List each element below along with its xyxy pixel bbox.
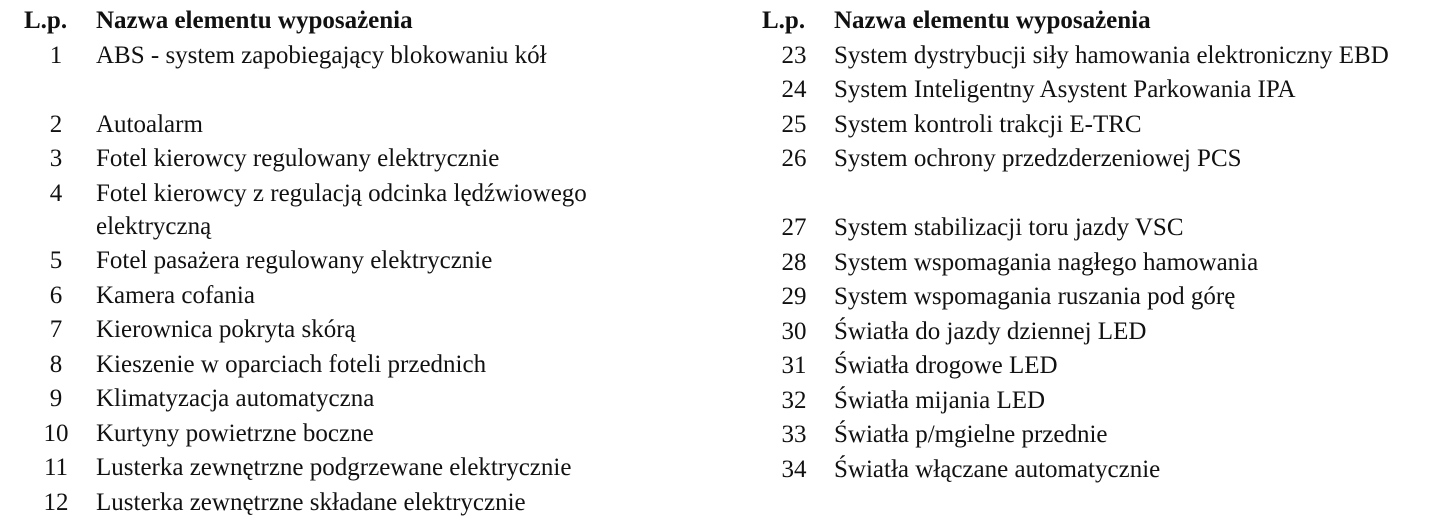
item-number: 6	[49, 281, 63, 309]
item-name: System dystrybucji siły hamowania elektroniczny EBD	[834, 41, 1389, 69]
item-name: Lusterka zewnętrzne składane elektrycznie	[96, 488, 526, 516]
list-item	[20, 244, 730, 277]
list-item	[20, 142, 730, 175]
column-header	[20, 4, 730, 37]
item-name: Światła p/mgielne przednie	[834, 421, 1108, 448]
equipment-column-right	[758, 4, 1438, 487]
list-item	[758, 418, 1438, 451]
list-item	[20, 451, 730, 484]
item-number: 3	[49, 145, 63, 172]
list-item	[758, 211, 1438, 244]
item-name: Fotel pasażera regulowany elektrycznie	[96, 247, 493, 274]
item-name: System stabilizacji toru jazdy VSC	[834, 214, 1184, 241]
item-number: 32	[781, 386, 807, 414]
header-lp: L.p.	[762, 7, 806, 34]
list-item	[758, 384, 1438, 417]
list-item	[758, 453, 1438, 486]
item-name: Autoalarm	[96, 110, 203, 138]
item-number: 1	[49, 41, 63, 69]
item-number: 34	[781, 455, 807, 483]
item-name: System kontroli trakcji E-TRC	[834, 110, 1142, 138]
item-number: 31	[781, 352, 807, 379]
item-name: System ochrony przedzderzeniowej PCS	[834, 145, 1242, 172]
list-item	[20, 279, 730, 312]
item-name: Światła włączane automatycznie	[834, 455, 1161, 483]
item-number: 5	[49, 247, 63, 274]
column-header	[758, 4, 1438, 37]
item-number: 4	[49, 179, 63, 207]
list-item	[758, 73, 1438, 106]
list-item	[20, 108, 730, 141]
item-number: 28	[781, 248, 807, 276]
list-item	[758, 349, 1438, 382]
equipment-column-left	[20, 4, 730, 520]
item-name: Klimatyzacja automatyczna	[96, 385, 375, 412]
item-number: 11	[43, 454, 69, 481]
list-item	[20, 348, 730, 381]
item-name: Fotel kierowcy z regulacją odcinka lędźwiowego elektryczną	[96, 179, 587, 240]
item-name: Lusterka zewnętrzne podgrzewane elektrycznie	[96, 454, 572, 481]
item-name: Kamera cofania	[96, 281, 255, 309]
list-item	[758, 142, 1438, 175]
item-name: Światła mijania LED	[834, 386, 1046, 414]
item-name: Kierownica pokryta skórą	[96, 316, 356, 343]
list-item	[20, 486, 730, 519]
item-number: 8	[49, 350, 63, 378]
item-number: 12	[43, 488, 69, 516]
item-name: System wspomagania nagłego hamowania	[834, 248, 1259, 276]
item-name: System Inteligentny Asystent Parkowania IPA	[834, 76, 1296, 103]
item-name: Światła drogowe LED	[834, 352, 1058, 379]
item-number: 10	[43, 419, 69, 447]
row-spacer	[758, 177, 1438, 210]
header-name: Nazwa elementu wyposażenia	[834, 7, 1151, 34]
list-item	[758, 39, 1438, 72]
header-lp: L.p.	[24, 7, 68, 34]
item-number: 2	[49, 110, 63, 138]
list-item	[758, 246, 1438, 279]
item-number: 9	[49, 385, 63, 412]
list-item	[20, 417, 730, 450]
item-name: System wspomagania ruszania pod górę	[834, 283, 1236, 310]
item-name: ABS - system zapobiegający blokowaniu kół	[96, 41, 547, 69]
item-number: 24	[781, 76, 807, 103]
item-number: 30	[781, 317, 807, 345]
header-name: Nazwa elementu wyposażenia	[96, 7, 413, 34]
item-number: 23	[781, 41, 807, 69]
item-number: 25	[781, 110, 807, 138]
list-item	[20, 313, 730, 346]
list-item	[758, 280, 1438, 313]
item-number: 33	[781, 421, 807, 448]
item-name: Kieszenie w oparciach foteli przednich	[96, 350, 487, 378]
item-number: 27	[781, 214, 807, 241]
item-name: Światła do jazdy dziennej LED	[834, 317, 1147, 345]
item-number: 26	[781, 145, 807, 172]
list-item	[20, 382, 730, 415]
item-name: Kurtyny powietrzne boczne	[96, 419, 374, 447]
list-item	[758, 108, 1438, 141]
item-number: 7	[49, 316, 63, 343]
row-spacer	[20, 73, 730, 106]
list-item	[758, 315, 1438, 348]
list-item	[20, 39, 730, 72]
item-name: Fotel kierowcy regulowany elektrycznie	[96, 145, 500, 172]
item-number: 29	[781, 283, 807, 310]
list-item	[20, 177, 730, 243]
